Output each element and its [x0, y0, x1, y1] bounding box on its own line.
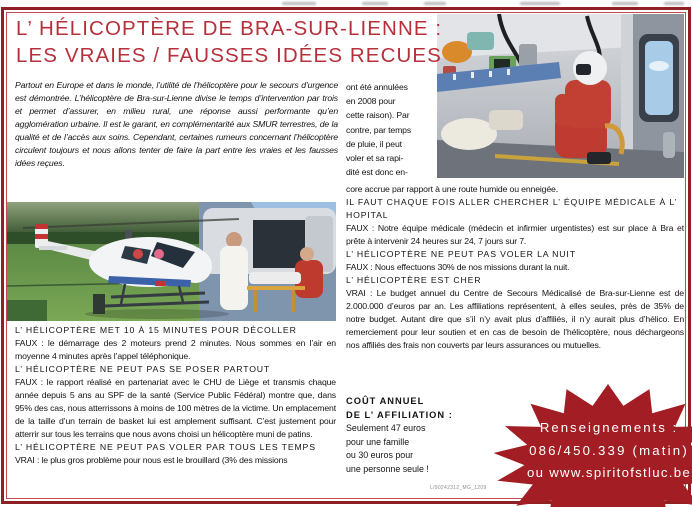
- qa-heading: L’ HÉLICOPTÈRE NE PEUT PAS VOLER LA NUIT: [346, 249, 576, 259]
- wrap-line: de pluie, il peut: [346, 138, 402, 149]
- qa-heading: IL FAUT CHAQUE FOIS ALLER CHERCHER L’ ÉQUIPE MÉDICALE À L’ HOPITAL: [346, 197, 678, 220]
- qa-heading: L’ HÉLICOPTÈRE NE PEUT PAS VOLER PAR TOUS LES TEMPS: [15, 442, 316, 452]
- title-line-1: L’ HÉLICOPTÈRE DE BRA-SUR-LIENNE :: [16, 17, 443, 40]
- intro-paragraph: Partout en Europe et dans le monde, l’utilité de l’hélicoptère pour le secours d’urgence est démontrée. L’hélicoptère de Bra-sur-Lienne divise le temps d’intervention par trois et permet d’assurer, en milieu rural, une réponse aussi performante qu’en agglomération urbaine. Il est le garant, en complémentarité aux SMUR terrestres, de la qualité et de l’accès aux soins. Cependant, certaines rumeurs concernant l’hélicoptère circulent toujours et nous allons tenter de faire la part entre les vraies et les fausses idées reçues.: [15, 80, 338, 168]
- cost-heading-line: DE L’ AFFILIATION :: [346, 409, 453, 420]
- scan-artifact: [612, 2, 638, 5]
- scan-artifact: [362, 2, 388, 5]
- contact-phone: 086/450.339 (matin): [529, 442, 689, 458]
- contact-label: Renseignements :: [539, 420, 679, 435]
- page-title: [16, 16, 444, 69]
- qa-heading: L’ HÉLICOPTÈRE NE PEUT PAS SE POSER PARTOUT: [15, 364, 271, 374]
- qa-body: VRAI : Le budget annuel du Centre de Secours Médicalisé de Bra-sur-Lienne est de 2.000.000 d’euros par an. Les affiliations représentent, à elles seules, près de 35% de notre budget. Autant dire que s’il n’y avait plus d’affiliés, il n’y aurait plus d’hélico. En remerciement pour leur soutien et en cas de besoin de l’hélicoptère, nous déchargeons nos affiliés des frais non couverts par leurs assurances ou mutuelles.: [346, 288, 684, 350]
- scan-artifact: [424, 2, 446, 5]
- cost-heading-line: COÛT ANNUEL: [346, 396, 425, 406]
- wrap-line: contre, par temps: [346, 124, 412, 135]
- scan-artifact: [520, 2, 560, 5]
- wrap-line: ont été annulées: [346, 82, 408, 92]
- wrap-line: cette raison). Par: [346, 110, 410, 121]
- wrap-line: dité est donc en-: [346, 167, 408, 178]
- cost-line: pour une famille: [346, 436, 410, 447]
- right-qa-column: [346, 183, 684, 352]
- helicopter-field-photo: [7, 202, 336, 321]
- helicopter-cabin-photo: [437, 14, 684, 178]
- wrap-line: voler et sa rapi-: [346, 153, 404, 164]
- scan-artifact: [664, 2, 684, 5]
- title-line-2: LES VRAIES / FAUSSES IDÉES RECUES: [16, 43, 442, 67]
- qa-body: FAUX : le démarrage des 2 moteurs prend 2 minutes. Nous sommes en l’air en moyenne 4 minutes après l’appel téléphonique.: [15, 338, 336, 361]
- contact-website: ou www.spiritofstluc.be: [526, 465, 692, 480]
- wrap-continuation: core accrue par rapport à une route humide ou enneigée.: [346, 184, 558, 194]
- qa-body: FAUX : Nous effectuons 30% de nos missions durant la nuit.: [346, 262, 570, 272]
- left-qa-column: [15, 324, 336, 467]
- qa-body: FAUX : Notre équipe médicale (médecin et infirmier urgentistes) est sur place à Bra et prête à intervenir 24 heures sur 24, 7 jours sur 7.: [346, 223, 684, 246]
- reference-code: L/90242312_MG_1209: [430, 485, 487, 491]
- cost-line: ou 30 euros pour: [346, 450, 414, 460]
- qa-heading: L’ HÉLICOPTÈRE EST CHER: [346, 275, 482, 285]
- qa-body: VRAI : le plus gros problème pour nous est le brouillard (3% des missions: [15, 455, 288, 465]
- qa-heading: L’ HÉLICOPTÈRE MET 10 À 15 MINUTES POUR DÉCOLLER: [15, 325, 297, 335]
- scan-artifact: [282, 2, 316, 5]
- contact-info: [498, 417, 692, 485]
- cost-line: une personne seule !: [346, 463, 429, 474]
- qa-body: FAUX : le rapport réalisé en partenariat avec le CHU de Liège et transmis chaque année depuis 5 ans au SPF de la santé (Service Public Fédéral) montre que, dans 95% des cas, nous atterrissons à moins de 100 mètres de la victime. Un emplacement de la taille d’un terrain de basket lui est amplement suffisant. C’est justement pour atterrir sur tous les terrains que nous avons choisi un hélicoptère muni de patins.: [15, 377, 336, 439]
- cost-line: Seulement 47 euros: [346, 423, 426, 433]
- wrap-line: en 2008 pour: [346, 96, 396, 107]
- wrap-text-column: [346, 80, 440, 179]
